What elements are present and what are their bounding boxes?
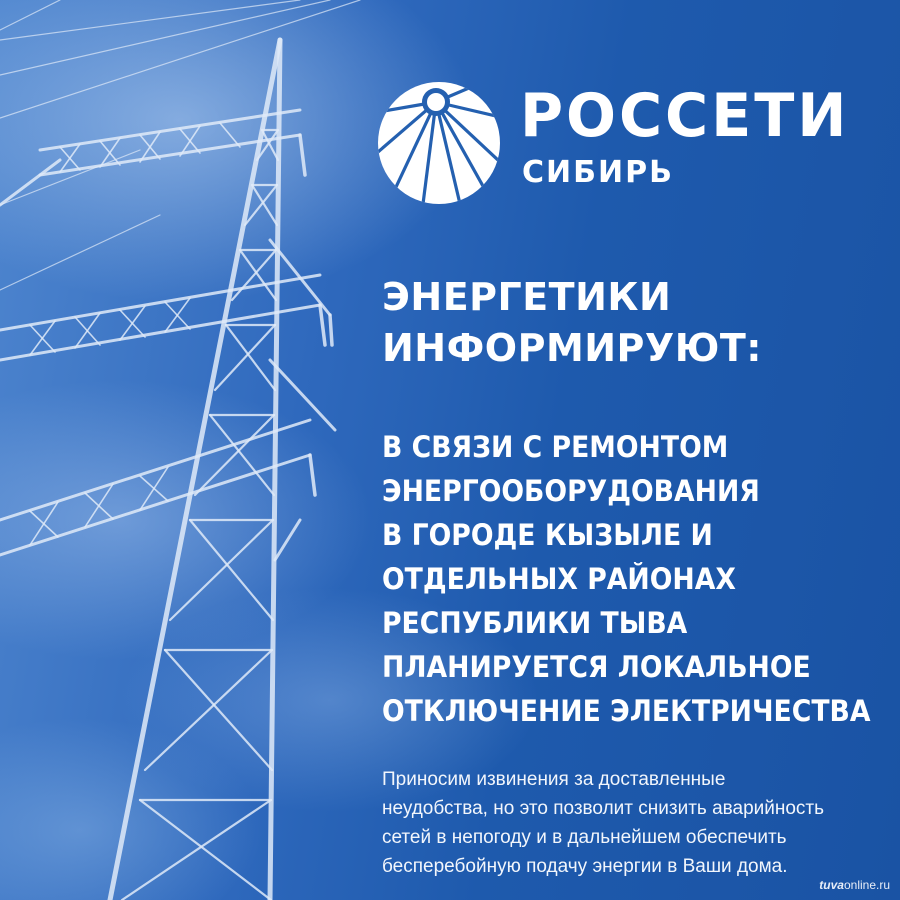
notice-line: ЭНЕРГООБОРУДОВАНИЯ [382,474,760,508]
apology-line: бесперебойную подачу энергии в Ваши дома. [382,856,788,877]
watermark-brand: tuva [819,878,844,892]
apology-line: Приносим извинения за доставленные [382,769,726,790]
notice-line: ОТДЕЛЬНЫХ РАЙОНАХ [382,562,736,596]
brand-name: РОССЕТИ [520,81,850,151]
watermark-domain: online.ru [843,878,890,892]
rosseti-logo-icon [378,82,500,204]
headline-line: ИНФОРМИРУЮТ: [382,326,762,370]
apology-line: неудобства, но это позволит снизить аварийность [382,798,825,819]
headline-line: ЭНЕРГЕТИКИ [382,275,672,319]
outage-notice [382,425,892,733]
notice-line: РЕСПУБЛИКИ ТЫВА [382,606,688,640]
brand-subsidiary: СИБИРЬ [522,155,674,190]
notice-line: ПЛАНИРУЕТСЯ ЛОКАЛЬНОЕ [382,650,811,684]
headline [382,272,882,374]
source-watermark [819,878,890,892]
apology-text [382,765,882,881]
notice-line: ОТКЛЮЧЕНИЕ ЭЛЕКТРИЧЕСТВА [382,694,871,728]
apology-line: сетей в непогоду и в дальнейшем обеспечить [382,827,787,848]
notice-line: В СВЯЗИ С РЕМОНТОМ [382,430,729,464]
notice-line: В ГОРОДЕ КЫЗЫЛЕ И [382,518,713,552]
